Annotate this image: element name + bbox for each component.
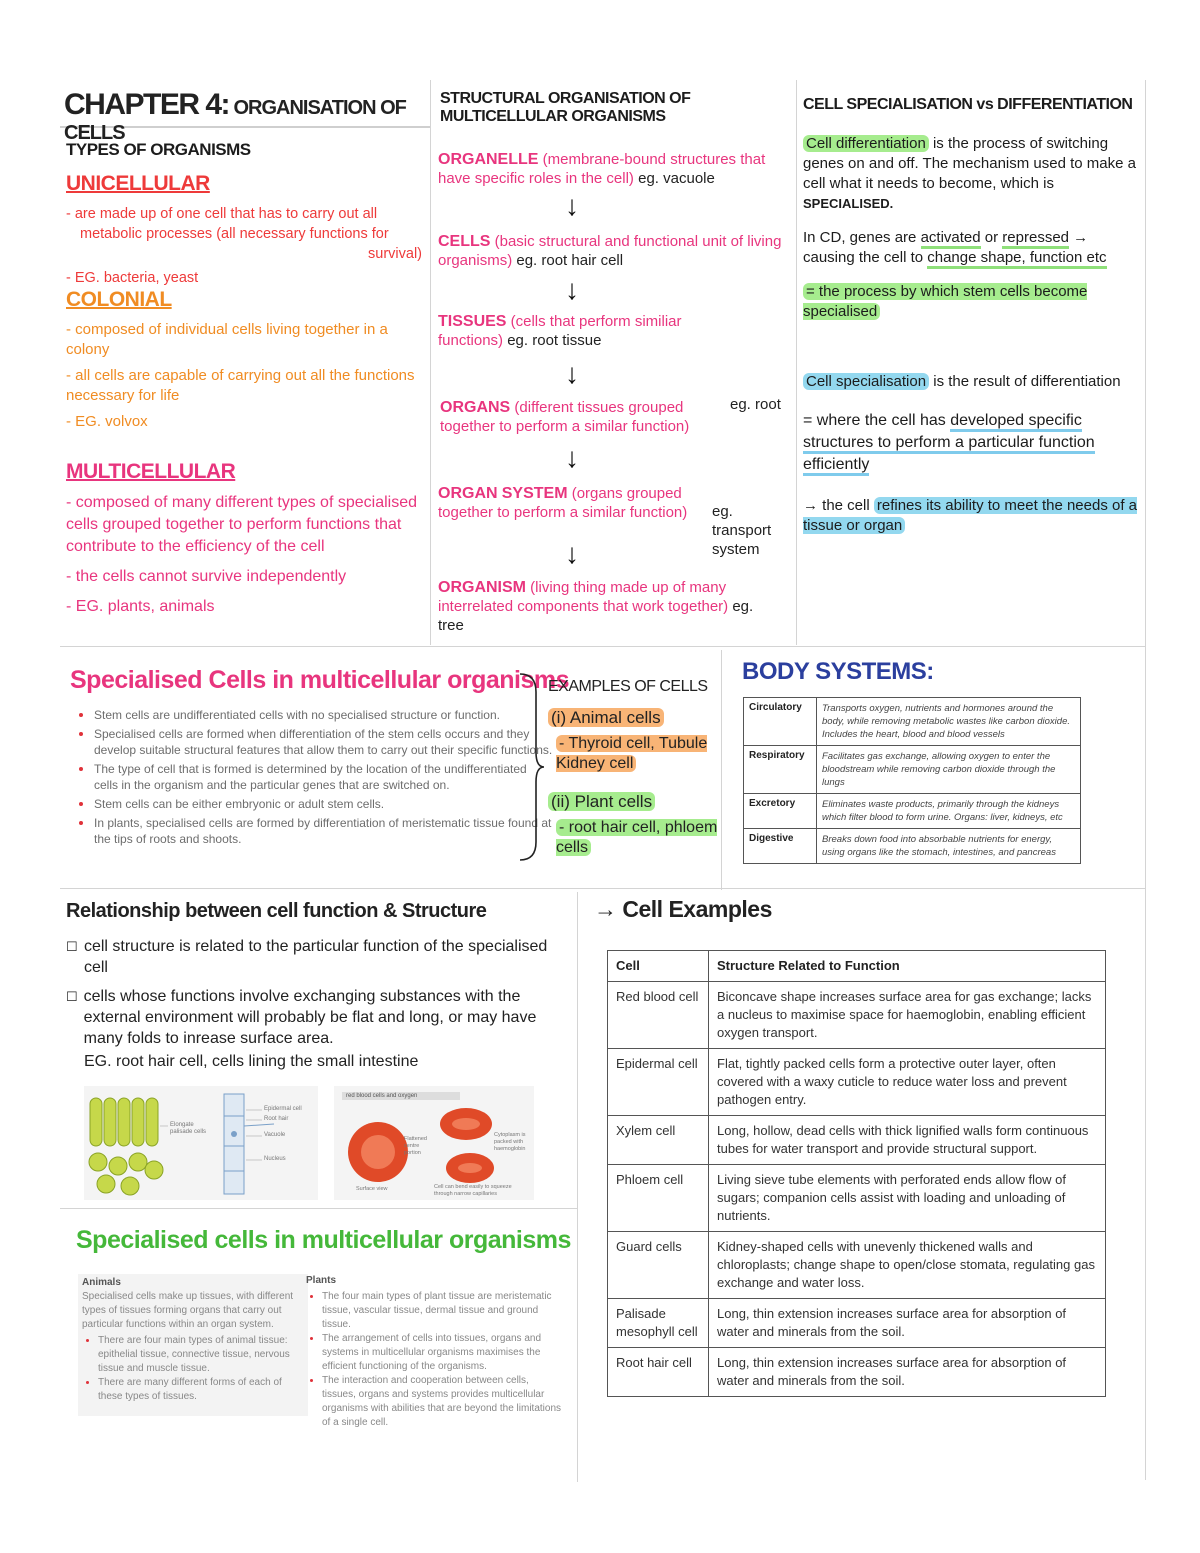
specialisation-term: Cell specialisation <box>803 373 929 390</box>
eq2-paragraph <box>803 410 1138 476</box>
divider-right <box>1145 80 1146 1480</box>
organ-system-desc: (organs grouped together to perform a similar function) <box>438 485 688 521</box>
cell-structure: Living sieve tube elements with perforated ends allow flow of sugars; companion cells assist with loading and unloading of nutrients. <box>709 1165 1106 1232</box>
cell-name: Phloem cell <box>608 1165 709 1232</box>
multicellular-bullet-2: - the cells cannot survive independently <box>66 568 347 585</box>
column-header-cell: Cell <box>608 951 709 982</box>
divider-bottom <box>577 892 578 1482</box>
eq2-text-b: developed specific structures to perform a particular function efficiently <box>803 412 1095 476</box>
img2-label-surface: Surface view <box>356 1186 388 1192</box>
differentiation-text <box>803 134 1138 536</box>
cells-example: eg. root hair cell <box>516 252 624 269</box>
animals-heading: Animals <box>82 1277 121 1288</box>
organelle-desc: (membrane-bound structures that have specific roles in the cell) <box>438 151 766 187</box>
cd-paragraph <box>803 228 1138 268</box>
list-item: • The arrangement of cells into tissues, organs and systems in multicellular organisms maximises the efficient functioning of the organisms. <box>322 1332 564 1374</box>
table-row <box>744 746 1081 794</box>
cell-name: Epidermal cell <box>608 1049 709 1116</box>
system-name: Excretory <box>744 794 817 829</box>
plants-column <box>306 1274 564 1430</box>
eq1-paragraph <box>803 282 1138 322</box>
multicellular-bullet-1: - composed of many different types of specialised cells grouped together to perform functions that contribute to the efficiency of the cell <box>66 494 417 555</box>
specialised-green-title: Specialised cells in multicellular organisms <box>76 1226 571 1254</box>
animal-cells-examples: - Thyroid cell, Tubule Kidney cell <box>556 735 708 772</box>
checkbox-icon: ☐ <box>66 989 78 1004</box>
relationship-bullets <box>66 936 574 1072</box>
structural-title-line1: STRUCTURAL ORGANISATION OF <box>440 90 691 107</box>
list-item: • Stem cells are undifferentiated cells with no specialised structure or function. <box>94 706 554 723</box>
list-item: • There are many different forms of each of these types of tissues. <box>98 1376 304 1404</box>
cell-structure: Long, thin extension increases surface area for absorption of water and minerals from the soil. <box>709 1348 1106 1397</box>
organ-system-example: eg. transport system <box>712 503 772 558</box>
system-desc: Eliminates waste products, primarily through the kidneys which filter blood to form urine. Organs: liver, kidneys, etc <box>817 794 1081 829</box>
table-header-row <box>608 951 1106 982</box>
specialised-cells-title: Specialised Cells in multicellular organisms <box>70 666 570 694</box>
img2-title: red blood cells and oxygen <box>342 1092 460 1100</box>
plant-cells-illustration <box>84 1086 318 1200</box>
img1-label-vacuole: Vacuole <box>264 1132 286 1138</box>
examples-title: EXAMPLES OF CELLS <box>548 678 708 695</box>
img1-label-palisade: Elongate palisade cells <box>170 1122 207 1135</box>
table-row <box>608 982 1106 1049</box>
table-row <box>608 1232 1106 1299</box>
unicellular-bullet-1a: - are made up of one cell that has to carry out all <box>66 206 378 222</box>
table-row <box>608 1299 1106 1348</box>
brace-icon <box>516 672 546 862</box>
system-name: Digestive <box>744 829 817 864</box>
arrow-down-icon: ↓ <box>565 358 579 389</box>
table-row <box>744 698 1081 746</box>
organism-desc: (living thing made up of many interrelated components that work together) <box>438 579 729 615</box>
animals-column <box>78 1274 308 1416</box>
divider-top-row <box>60 646 1145 647</box>
chapter-number: CHAPTER 4: <box>64 88 230 121</box>
img2-label-centre: Flattened centre portion <box>404 1136 427 1156</box>
specialised-cells-list <box>66 706 554 849</box>
divider-mid-row <box>60 888 1145 889</box>
cd-text-1: In CD, genes are <box>803 229 921 246</box>
eq1-text: = the process by which stem cells become specialised <box>803 283 1088 320</box>
relationship-bullet-1: cell structure is related to the particular function of the specialised cell <box>83 938 548 976</box>
flow-tissues <box>438 312 738 350</box>
multicellular-title: MULTICELLULAR <box>66 460 236 483</box>
unicellular-bullet-1b: metabolic processes (all necessary functions for <box>80 226 389 242</box>
cell-structure: Flat, tightly packed cells form a protective outer layer, often covered with a waxy cuticle to reduce water loss and prevent pathogen entry. <box>709 1049 1106 1116</box>
tissues-desc: (cells that perform similiar functions) <box>438 313 682 349</box>
img2-label-cytoplasm: Cytoplasm is packed with haemoglobin <box>494 1132 526 1152</box>
organs-label: ORGANS <box>440 399 511 416</box>
cd-activated: activated <box>921 229 981 249</box>
refine-paragraph <box>803 496 1138 536</box>
cells-desc: (basic structural and functional unit of living organisms) <box>438 233 782 269</box>
structural-title-line2: MULTICELLULAR ORGANISMS <box>440 108 666 125</box>
organ-system-label-2: SYSTEM <box>501 485 568 502</box>
cell-structure: Long, thin extension increases surface area for absorption of water and minerals from the soil. <box>709 1299 1106 1348</box>
arrow-down-icon: ↓ <box>565 538 579 569</box>
flow-organelle <box>438 150 788 188</box>
cell-name: Xylem cell <box>608 1116 709 1165</box>
divider-col1 <box>430 80 431 645</box>
differentiation-term: Cell differentiation <box>803 135 929 152</box>
examples-section <box>548 678 720 858</box>
differentiation-paragraph <box>803 134 1138 214</box>
column-header-structure: Structure Related to Function <box>709 951 1106 982</box>
list-item: • In plants, specialised cells are formed by differentiation of meristematic tissue found at the tips of roots and shoots. <box>94 814 554 847</box>
cell-structure: Biconcave shape increases surface area for gas exchange; lacks a nucleus to maximise space for haemoglobin, enabling efficient oxygen transport. <box>709 982 1106 1049</box>
table-row <box>608 1049 1106 1116</box>
types-title: TYPES OF ORGANISMS <box>66 140 251 159</box>
specialisation-def: is the result of differentiation <box>929 373 1121 390</box>
flow-cells <box>438 232 788 270</box>
unicellular-bullet-1c: survival) <box>368 246 422 262</box>
system-desc: Breaks down food into absorbable nutrients for energy, using organs like the stomach, intestines, and pancreas <box>817 829 1081 864</box>
list-item: • Specialised cells are formed when differentiation of the stem cells occurs and they develop suitable structural features that allow them to carry out their specific functions. <box>94 725 554 758</box>
table-row <box>608 1165 1106 1232</box>
differentiation-def: is the process of switching genes on and off. The mechanism used to make a cell what it needs to become, which is <box>803 135 1136 192</box>
eq2-text-a: = where the cell has <box>803 412 951 429</box>
plant-cells-examples: - root hair cell, phloem cells <box>556 819 718 856</box>
organ-system-label-1: ORGAN <box>438 485 498 502</box>
colonial-bullet-2: - all cells are capable of carrying out all the functions necessary for life <box>66 367 415 404</box>
arrow-down-icon: ↓ <box>565 442 579 473</box>
flow-organ-system <box>438 484 723 522</box>
table-row <box>608 1116 1106 1165</box>
table-row <box>744 829 1081 864</box>
arrow-down-icon: ↓ <box>565 274 579 305</box>
img2-label-bend: Cell can bend easily to squeeze through narrow capillaries <box>434 1184 512 1197</box>
animal-cells-label: (i) Animal cells <box>548 708 664 727</box>
unicellular-section <box>66 172 422 288</box>
cells-label: CELLS <box>438 233 491 250</box>
multicellular-section <box>66 460 426 624</box>
chapter-subtitle: ORGANISATION OF CELLS <box>64 97 406 144</box>
body-systems-title: BODY SYSTEMS: <box>742 658 934 685</box>
colonial-bullet-1: - composed of individual cells living together in a colony <box>66 321 388 358</box>
cell-examples-table <box>607 950 1106 1397</box>
unicellular-title: UNICELLULAR <box>66 172 210 195</box>
divider-mid <box>721 650 722 890</box>
divider-green-section <box>60 1208 577 1209</box>
checkbox-icon: ☐ <box>66 939 78 954</box>
relationship-eg: EG. root hair cell, cells lining the small intestine <box>84 1053 419 1070</box>
chapter-title <box>64 88 434 145</box>
colonial-section <box>66 288 416 438</box>
cell-structure: Long, hollow, dead cells with thick lignified walls form continuous tubes for water transport and provide structural support. <box>709 1116 1106 1165</box>
system-desc: Facilitates gas exchange, allowing oxygen to enter the bloodstream while removing carbon dioxide through the lungs <box>817 746 1081 794</box>
specialisation-paragraph <box>803 372 1138 392</box>
cell-name: Red blood cell <box>608 982 709 1049</box>
colonial-bullet-3: - EG. volvox <box>66 413 148 430</box>
specialisation-title: CELL SPECIALISATION vs DIFFERENTIATION <box>803 96 1133 113</box>
list-item: • Stem cells can be either embryonic or adult stem cells. <box>94 795 554 812</box>
img1-label-root-hair: Root hair <box>264 1116 289 1122</box>
specialised-term: SPECIALISED. <box>803 196 894 211</box>
plants-heading: Plants <box>306 1275 337 1286</box>
list-item: • The type of cell that is formed is determined by the location of the undifferentiated cells in the organism and the particular genes that are switched on. <box>94 760 554 793</box>
cd-text-2: or <box>980 229 1003 246</box>
organelle-label: ORGANELLE <box>438 151 539 168</box>
organs-desc: (different tissues grouped together to perform a similar function) <box>440 399 690 435</box>
relationship-title: Relationship between cell function & Structure <box>66 900 487 922</box>
plant-cells-label: (ii) Plant cells <box>548 792 655 811</box>
img1-label-epidermal: Epidermal cell <box>264 1106 302 1112</box>
cell-name: Guard cells <box>608 1232 709 1299</box>
refine-text-b: refines its ability to meet the needs of a tissue or organ <box>803 497 1138 534</box>
colonial-title: COLONIAL <box>66 288 172 311</box>
cell-structure: Kidney-shaped cells with unevenly thickened walls and chloroplasts; change shape to open/close stomata, regulating gas exchange and water loss. <box>709 1232 1106 1299</box>
system-name: Respiratory <box>744 746 817 794</box>
cell-name: Palisade mesophyll cell <box>608 1299 709 1348</box>
organelle-example: eg. vacuole <box>638 170 715 187</box>
organism-example: eg. tree <box>438 598 754 634</box>
tissues-label: TISSUES <box>438 313 507 330</box>
list-item: • There are four main types of animal tissue: epithelial tissue, connective tissue, nervous tissue and muscle tissue. <box>98 1334 304 1376</box>
unicellular-bullet-2: - EG. bacteria, yeast <box>66 270 199 286</box>
cd-change: change shape, function etc <box>927 249 1106 269</box>
divider-col2 <box>796 80 797 645</box>
red-blood-cells-illustration <box>334 1086 534 1200</box>
list-item: • The interaction and cooperation between cells, tissues, organs and systems provides multicellular organisms with abilities that are beyond the limitations of a single cell. <box>322 1374 564 1430</box>
multicellular-bullet-3: - EG. plants, animals <box>66 598 215 615</box>
cell-name: Root hair cell <box>608 1348 709 1397</box>
system-desc: Transports oxygen, nutrients and hormones around the body, while removing metabolic wastes like carbon dioxide. Includes the heart, blood and blood vessels <box>817 698 1081 746</box>
cd-text-3: → causing the cell to <box>803 229 1089 266</box>
flow-organism <box>438 578 768 635</box>
structural-title <box>440 90 690 126</box>
arrow-down-icon: ↓ <box>565 190 579 221</box>
organs-example: eg. root <box>730 396 781 413</box>
table-row <box>608 1348 1106 1397</box>
tissues-example: eg. root tissue <box>507 332 602 349</box>
system-name: Circulatory <box>744 698 817 746</box>
organism-label: ORGANISM <box>438 579 526 596</box>
cd-repressed: repressed <box>1002 229 1069 249</box>
list-item: • The four main types of plant tissue are meristematic tissue, vascular tissue, dermal tissue and ground tissue. <box>322 1290 564 1332</box>
table-row <box>744 794 1081 829</box>
flow-organs <box>440 398 740 436</box>
animals-text: Specialised cells make up tissues, with different types of tissues forming organs that carry out particular functions within an organ system. <box>82 1291 294 1330</box>
body-systems-table <box>743 697 1081 864</box>
img1-label-nucleus: Nucleus <box>264 1156 286 1162</box>
refine-text-a: → the cell <box>803 497 874 514</box>
relationship-bullet-2: cells whose functions involve exchanging substances with the external environment will probably be flat and long, or may have many folds to inrease surface area. <box>83 988 537 1047</box>
cell-examples-title: → Cell Examples <box>594 896 772 922</box>
